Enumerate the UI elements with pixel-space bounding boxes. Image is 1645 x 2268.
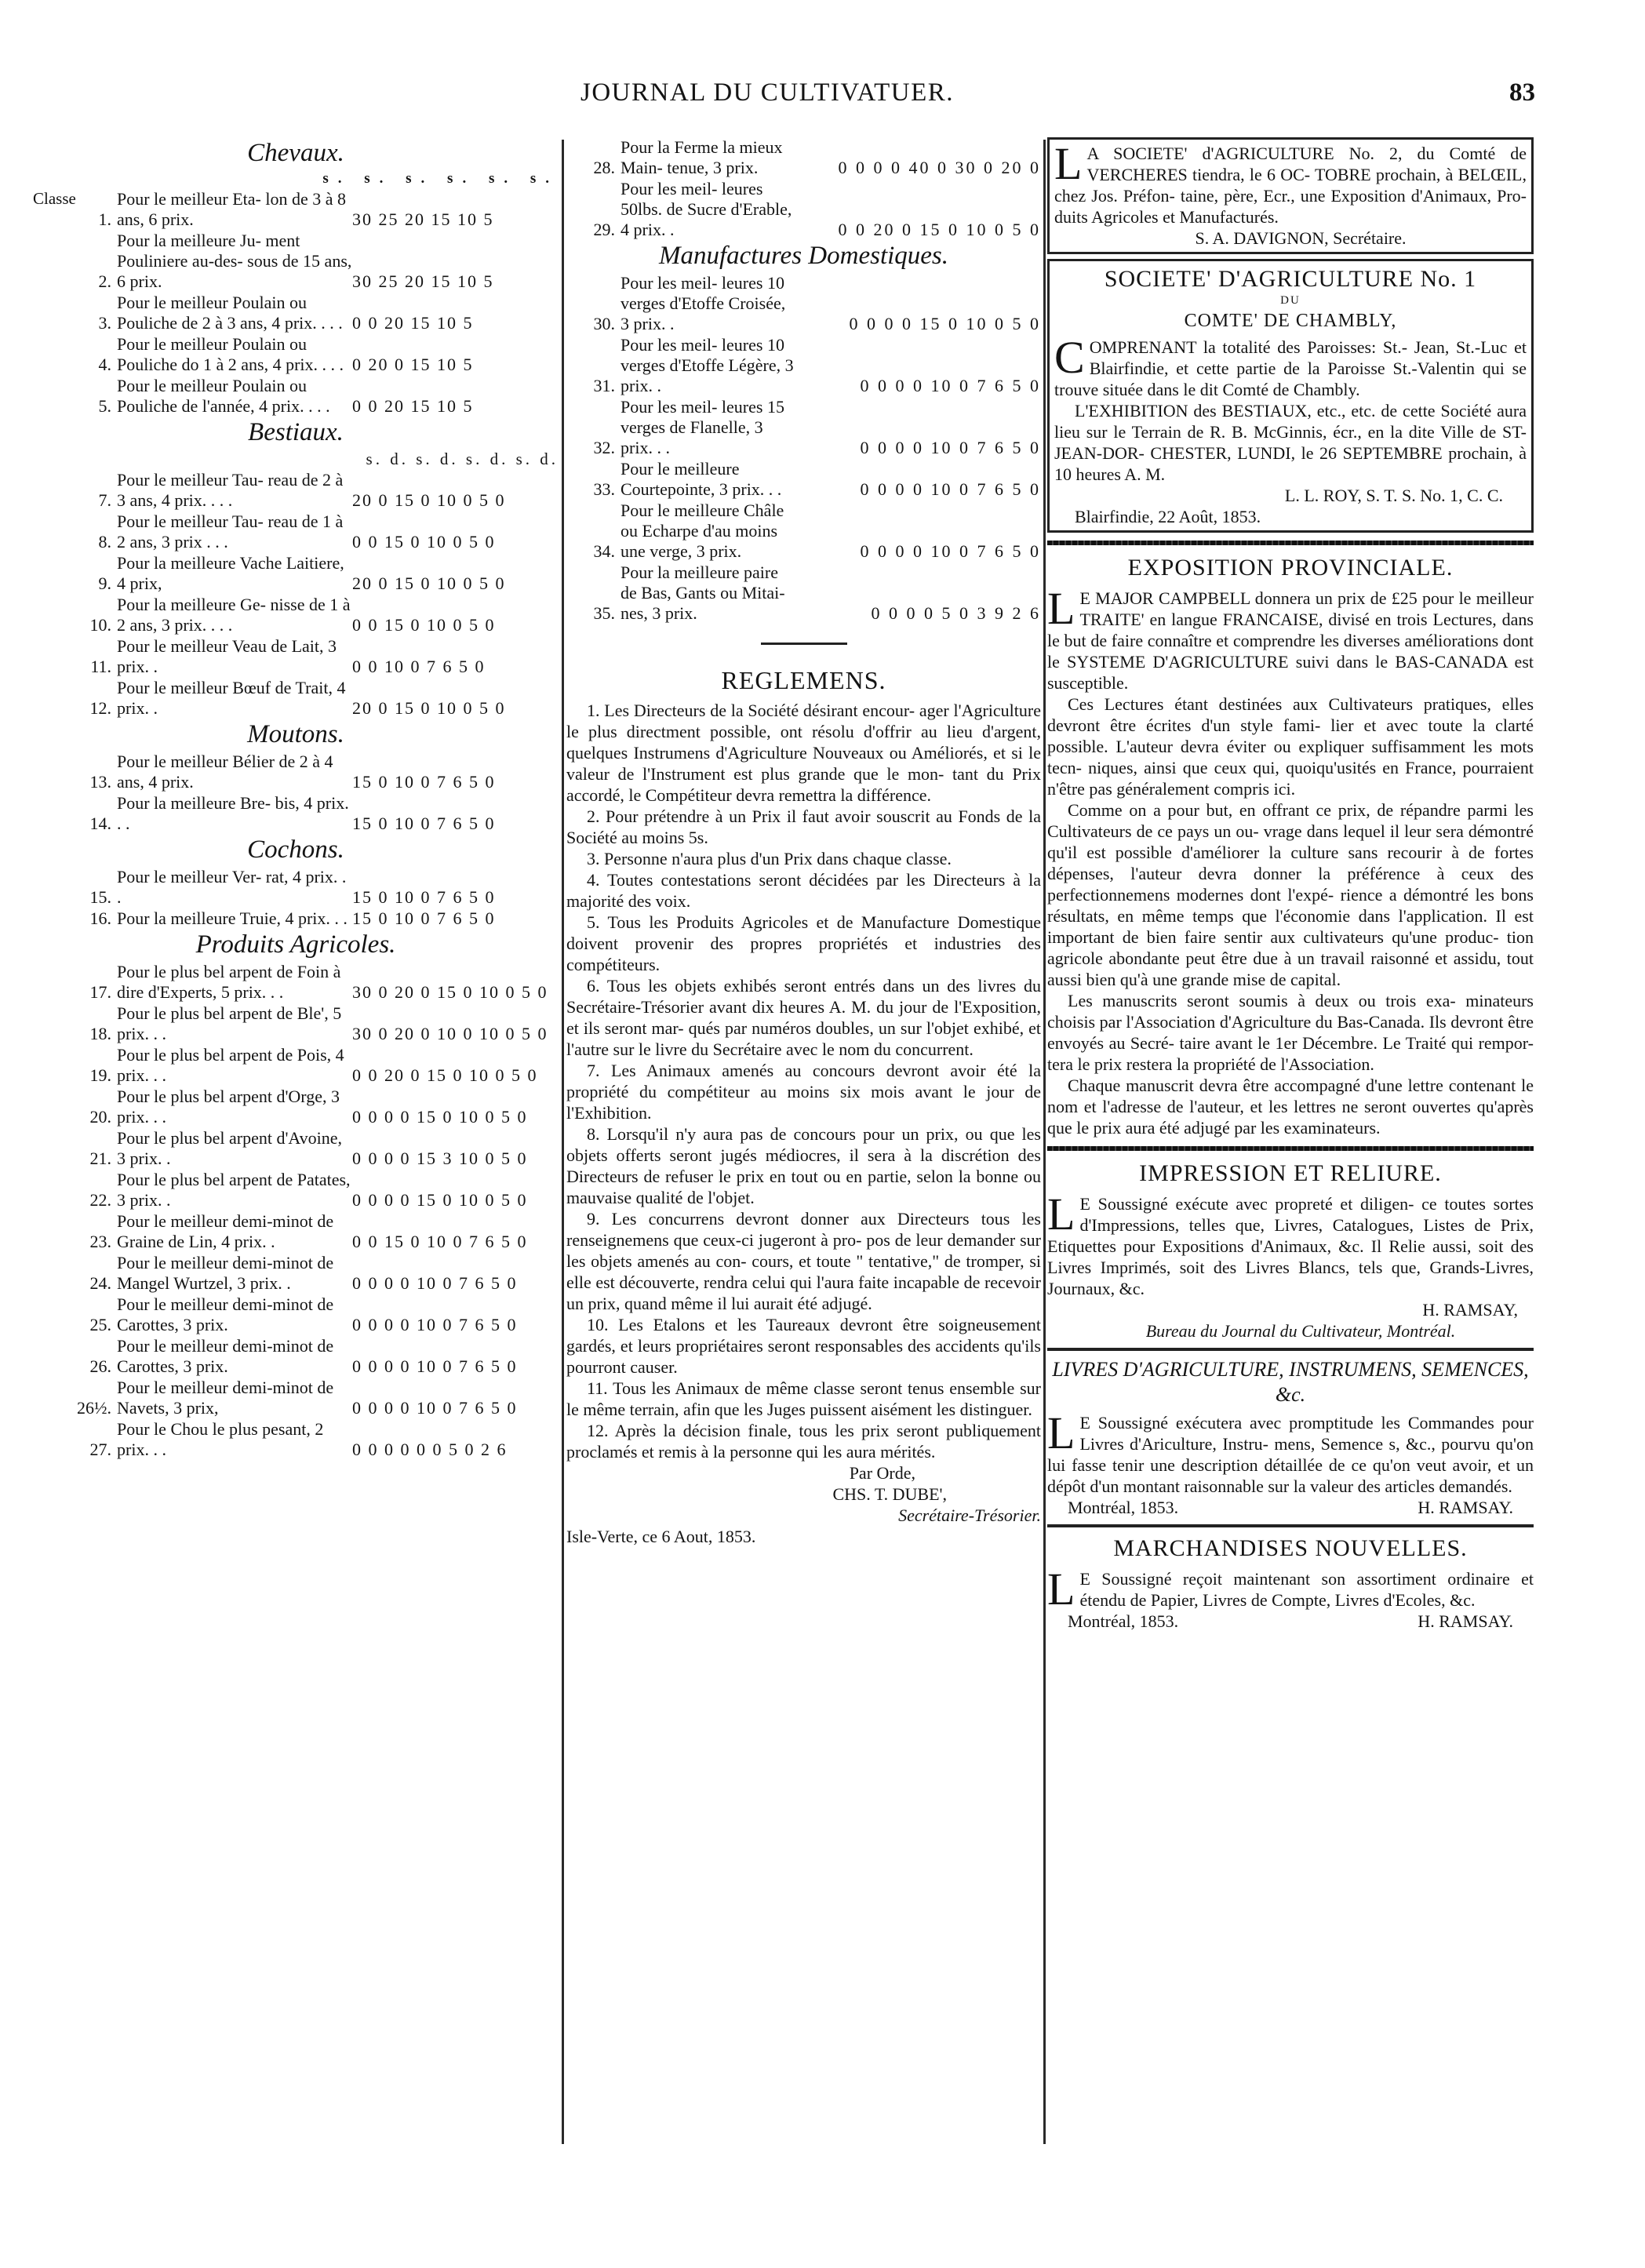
entry-label: Pour le meilleure Courtepointe, 3 prix. . . <box>621 459 782 499</box>
entry-label: Pour le meilleur demi-minot de Mangel Wurtzel, 3 prix. . <box>117 1253 334 1293</box>
entry-number: 21. <box>89 1149 111 1168</box>
entry-values: 0 0 15 0 10 0 7 6 5 0 <box>352 1232 528 1251</box>
impression-title: IMPRESSION ET RELIURE. <box>1139 1160 1442 1186</box>
currency-header: s. d. s. d. s. d. s. d. <box>366 450 559 468</box>
entry-number: 33. <box>593 479 615 499</box>
chevaux-list <box>33 189 559 417</box>
entry-number: 10. <box>89 615 111 635</box>
entry-number: 35. <box>593 603 615 623</box>
paragraph: 11. Tous les Animaux de même classe seront tenus ensemble sur le même terrain, afin que les Juges puissent aisément les distinguer. <box>566 1378 1041 1419</box>
section-title-produits: Produits Agricoles. <box>195 930 396 959</box>
paragraph: Chaque manuscrit devra être accompagné d'une lettre contenant le nom et l'adresse de l'auteur, et les lettres ne seront ouvertes qu'après que le prix aura été adjugé par les examinateurs. <box>1047 1076 1534 1138</box>
entry-label: Pour le plus bel arpent de Foin à dire d'Experts, 5 prix. . . <box>117 962 341 1002</box>
prize-entry <box>33 636 559 677</box>
entry-values: 15 0 10 0 7 6 5 0 <box>352 814 496 833</box>
entry-number: 26½. <box>77 1398 111 1418</box>
reglemens-body <box>566 700 1041 1462</box>
ornamental-rule <box>1047 541 1534 545</box>
entry-list <box>566 137 1041 240</box>
entry-values: 0 0 0 0 10 0 7 6 5 0 <box>352 1273 518 1293</box>
prize-entry <box>566 335 1041 396</box>
prize-entry <box>33 1170 559 1210</box>
prize-entry <box>33 595 559 635</box>
prize-entry <box>33 189 559 230</box>
entry-label: Pour le meilleur Ver- rat, 4 prix. . . <box>117 867 347 907</box>
prize-list-column-1 <box>33 137 559 1461</box>
expo-title: EXPOSITION PROVINCIALE. <box>1127 555 1454 581</box>
prize-entry <box>33 1087 559 1127</box>
prize-entry <box>566 501 1041 562</box>
entry-values: 0 0 0 0 10 0 7 6 5 0 <box>860 438 1041 457</box>
impression-signer: H. RAMSAY, <box>1422 1300 1518 1320</box>
entry-label: Pour le meilleur Tau- reau de 1 à 2 ans, 3 prix . . . <box>117 511 344 552</box>
entry-number: 34. <box>593 541 615 561</box>
entry-values: 20 0 15 0 10 0 5 0 <box>352 490 506 510</box>
ornamental-rule <box>1047 1146 1534 1151</box>
entry-number: 1. <box>98 209 111 229</box>
drop-cap: L <box>1047 1564 1075 1615</box>
prize-entry <box>33 1128 559 1169</box>
impression-bureau: Bureau du Journal du Cultivateur, Montréal. <box>1145 1321 1456 1341</box>
entry-number: 30. <box>593 314 615 333</box>
entry-number: 13. <box>89 772 111 792</box>
marchandises-text: E Soussigné reçoit maintenant son assortiment ordinaire et étendu de Papier, Livres de Compte, Livres d'Ecoles, &c. <box>1079 1569 1534 1610</box>
prize-entry <box>33 962 559 1003</box>
entry-label: Pour le meilleur Tau- reau de 2 à 3 ans, 4 prix. . . . <box>117 470 344 510</box>
entry-values: 0 0 0 0 40 0 30 0 20 0 <box>838 158 1041 177</box>
entry-values: 0 0 20 15 10 5 <box>352 313 474 333</box>
entry-values: 30 0 20 0 15 0 10 0 5 0 <box>352 982 548 1002</box>
currency-header: s. s. s. s. s. s. <box>322 170 559 187</box>
prize-entry <box>33 1378 559 1418</box>
entry-values: 30 0 20 0 10 0 10 0 5 0 <box>352 1024 548 1043</box>
notice-signer: L. L. ROY, S. T. S. No. 1, C. C. <box>1284 486 1503 505</box>
signer-title: Secrétaire-Trésorier. <box>898 1505 1041 1525</box>
entry-values: 0 0 0 0 10 0 7 6 5 0 <box>860 376 1041 395</box>
notice-chambly <box>1047 259 1534 533</box>
paragraph: 5. Tous les Produits Agricoles et de Manufacture Domestique doivent provenir des propres propriétés et industries des compétiteurs. <box>566 912 1041 974</box>
entry-label: Pour le meilleur Poulain ou Pouliche do 1 à 2 ans, 4 prix. . . . <box>117 334 344 374</box>
entry-list <box>33 962 559 1460</box>
paragraph: 6. Tous les objets exhibés seront entrés dans un des livres du Secrétaire-Trésorier avant dix heures A. M. du jour de l'Exposition, et ils seront mar- qués par numéros doubles, un sur l'objet exhibé, et l'autre sur le livre du Secrétaire avec le nom du concurrent. <box>566 976 1041 1059</box>
prize-entry <box>33 793 559 834</box>
prize-entry <box>566 562 1041 624</box>
prize-entry <box>33 376 559 417</box>
entry-values: 0 0 0 0 0 0 5 0 2 6 <box>352 1440 508 1459</box>
paragraph: 4. Toutes contestations seront décidées par les Directeurs à la majorité des voix. <box>566 870 1041 911</box>
entry-label: Pour les meil- leures 10 verges d'Etoffe Croisée, 3 prix. . <box>621 273 786 333</box>
prize-entry <box>33 908 559 929</box>
short-rule <box>761 643 847 645</box>
entry-values: 0 0 20 15 10 5 <box>352 396 474 416</box>
impression-text: E Soussigné exécute avec propreté et diligen- ce toutes sortes d'Impressions, telles que, Livres, Catalogues, Listes de Prix, Etiquettes pour Expositions d'Animaux, &c. Il Relie aussi, soit des Livres Imprimés, soit des Livres Blancs, tels que, Grands-Livres, Journaux, &c. <box>1047 1194 1534 1298</box>
entry-values: 0 20 0 15 10 5 <box>352 355 474 374</box>
entry-number: 9. <box>98 573 111 593</box>
paragraph: 1. Les Directeurs de la Société désirant encour- ager l'Agriculture le plus directment possible, ont résolu d'offrir au lieu d'argent, quelques Instrumens d'Agriculture Nouveaux ou Améliorés, et si le valeur de l'Instrument est plus grande que le mon- tant du Prix accordé, le Compétiteur devra remettra la différence. <box>566 701 1041 805</box>
entry-values: 0 0 10 0 7 6 5 0 <box>352 657 486 676</box>
entry-number: 25. <box>89 1315 111 1334</box>
prize-entry <box>566 273 1041 334</box>
entry-values: 0 0 0 0 10 0 7 6 5 0 <box>352 1315 518 1334</box>
place-date: Isle-Verte, ce 6 Aout, 1853. <box>566 1527 756 1546</box>
marchandises-signature <box>1047 1611 1534 1632</box>
entry-label: Pour la meilleure Ju- ment Pouliniere au-des- sous de 15 ans, 6 prix. <box>117 231 352 291</box>
entry-label: Pour la meilleure paire de Bas, Gants ou Mitai- nes, 3 prix. <box>621 562 785 623</box>
marchandises-place-date: Montréal, 1853. <box>1068 1611 1179 1631</box>
notice-title: SOCIETE' D'AGRICULTURE No. 1 <box>1104 266 1477 292</box>
entry-label: Pour le plus bel arpent de Pois, 4 prix. . . <box>117 1045 344 1085</box>
entry-label: Pour le plus bel arpent d'Orge, 3 prix. . . <box>117 1087 340 1127</box>
entry-values: 0 0 0 0 15 0 10 0 5 0 <box>849 314 1041 333</box>
entry-values: 0 0 0 0 10 0 7 6 5 0 <box>352 1398 518 1418</box>
entry-label: Pour le meilleur demi-minot de Graine de Lin, 4 prix. . <box>117 1211 334 1251</box>
column-2 <box>566 137 1041 1547</box>
entry-number: 17. <box>89 982 111 1002</box>
entry-list <box>33 867 559 929</box>
entry-label: Pour la meilleure Ge- nisse de 1 à 2 ans, 3 prix. . . . <box>117 595 351 635</box>
prize-entry <box>33 1211 559 1252</box>
drop-cap: L <box>1047 1407 1075 1458</box>
entry-label: Pour la Ferme la mieux Main- tenue, 3 prix. <box>621 137 783 177</box>
paragraph: 9. Les concurrens devront donner aux Directeurs tous les renseignemens que ceux-ci jugeront à pro- pos de leur demander sur les objets amenés au con- cours, et toute " tentative," de tromper, si elle est découverte, rendra celui qui l'aura faite incapable de recevoir un prix, quand même il lui aurait été adjugé. <box>566 1209 1041 1313</box>
entry-label: Pour le meilleur demi-minot de Carottes, 3 prix. <box>117 1336 334 1376</box>
entry-number: 23. <box>89 1232 111 1251</box>
entry-label: Pour le plus bel arpent de Ble', 5 prix. . . <box>117 1003 342 1043</box>
entry-values: 20 0 15 0 10 0 5 0 <box>352 698 506 718</box>
entry-number: 20. <box>89 1107 111 1127</box>
entry-number: 12. <box>89 698 111 718</box>
entry-label: Pour le meilleur Poulain ou Pouliche de 2 à 3 ans, 4 prix. . . . <box>117 293 343 333</box>
entry-values: 0 0 0 0 10 0 7 6 5 0 <box>860 479 1041 499</box>
entry-label: Pour les meil- leures 10 verges d'Etoffe Légère, 3 prix. . <box>621 335 794 395</box>
section-title-cochons: Cochons. <box>247 835 344 864</box>
entry-label: Pour le plus bel arpent de Patates, 3 prix. . <box>117 1170 351 1210</box>
entry-number: 2. <box>98 271 111 291</box>
journal-title: JOURNAL DU CULTIVATUER. <box>580 78 955 107</box>
notice-text: A SOCIETE' d'AGRICULTURE No. 2, du Comté de VERCHERES tiendra, le 6 OC- TOBRE prochain, à BELŒIL, chez Jos. Préfon- taine, père, Ecr., une Exposition d'Animaux, Pro- duits Agricoles et Manufacturés. <box>1054 144 1527 227</box>
entry-values: 0 0 0 0 5 0 3 9 2 6 <box>871 603 1041 623</box>
column-rule-1 <box>562 140 564 2144</box>
paragraph: Les manuscrits seront soumis à deux ou trois exa- minateurs choisis par l'Association d'Agriculture du Bas-Canada. Ils devront être envoyés au Secré- taire avant le 1er Décembre. Le Traité qui rempor- tera le prix restera la propriété de l'Association. <box>1047 991 1534 1074</box>
entry-values: 30 25 20 15 10 5 <box>352 271 494 291</box>
signer-name: CHS. T. DUBE', <box>832 1484 947 1504</box>
prize-entry <box>566 459 1041 500</box>
entry-values: 20 0 15 0 10 0 5 0 <box>352 573 506 593</box>
prize-entry <box>33 334 559 375</box>
entry-label: Pour le meilleure Châle ou Echarpe d'au moins une verge, 3 prix. <box>621 501 784 561</box>
entry-number: 15. <box>89 887 111 907</box>
entry-values: 0 0 15 0 10 0 5 0 <box>352 615 496 635</box>
entry-values: 0 0 0 0 15 0 10 0 5 0 <box>352 1190 528 1210</box>
entry-list <box>33 470 559 719</box>
prize-entry <box>33 511 559 552</box>
entry-number: 14. <box>89 814 111 833</box>
entry-label: Pour le meilleur Bélier de 2 à 4 ans, 4 prix. <box>117 752 333 792</box>
marchandises-title: MARCHANDISES NOUVELLES. <box>1113 1535 1468 1561</box>
drop-cap: C <box>1054 332 1085 383</box>
entry-label: Pour le meilleur Bœuf de Trait, 4 prix. . <box>117 678 346 718</box>
livres-signer: H. RAMSAY. <box>1418 1498 1513 1517</box>
notice-verchères <box>1047 137 1534 254</box>
entry-number: 11. <box>90 657 111 676</box>
drop-cap: L <box>1054 138 1083 189</box>
prize-entry <box>33 678 559 719</box>
prize-entry <box>566 137 1041 178</box>
section-title-chevaux: Chevaux. <box>247 139 344 167</box>
entry-values: 0 0 0 0 10 0 7 6 5 0 <box>352 1356 518 1376</box>
entry-values: 0 0 0 0 15 0 10 0 5 0 <box>352 1107 528 1127</box>
entry-values: 15 0 10 0 7 6 5 0 <box>352 772 496 792</box>
entry-number: 24. <box>89 1273 111 1293</box>
notice-text: L'EXHIBITION des BESTIAUX, etc., etc. de cette Société aura lieu sur le Terrain de R. B. McGinnis, écr., en la dite Ville de ST-JEAN-DOR- CHESTER, LUNDI, le 26 SEPTEMBRE prochain, à 10 heures A. M. <box>1054 401 1527 484</box>
prize-entry <box>33 470 559 511</box>
section-title-bestiaux: Bestiaux. <box>248 418 344 446</box>
drop-cap: L <box>1047 583 1075 634</box>
entry-number: 27. <box>89 1440 111 1459</box>
section-title-moutons: Moutons. <box>247 720 344 748</box>
rule <box>1047 1524 1534 1527</box>
livres-text: E Soussigné exécutera avec promptitude les Commandes pour Livres d'Ariculture, Instru- mens, Semence s, &c., pourvu qu'on lui fasse tenir une description détaillée de ce qu'on veut avoir, et un dépôt d'un montant raisonnable sur la valeur des articles demandés. <box>1047 1413 1534 1496</box>
entry-label: Pour la meilleure Vache Laitiere, 4 prix, <box>117 553 344 593</box>
entry-number: 4. <box>98 355 111 374</box>
entry-number: 3. <box>98 313 111 333</box>
paragraph: 3. Personne n'aura plus d'un Prix dans chaque classe. <box>587 849 952 868</box>
entry-label: Pour le meilleur Veau de Lait, 3 prix. . <box>117 636 337 676</box>
paragraph: Ces Lectures étant destinées aux Cultivateurs pratiques, elles devront être écrites d'un style fami- lier et avec toute la clarté possible. L'auteur devra éviter ou expliquer suffisamment les mots tecn- niques, ainsi que ceux qui, quoiqu'usités en France, pourraient n'être pas généralement compris ici. <box>1047 694 1534 799</box>
entry-label: Pour le meilleur demi-minot de Carottes, 3 prix. <box>117 1294 334 1334</box>
entry-values: 0 0 20 0 15 0 10 0 5 0 <box>838 220 1041 239</box>
prize-entry <box>566 397 1041 458</box>
entry-values: 0 0 20 0 15 0 10 0 5 0 <box>352 1065 538 1085</box>
notice-place-date: Blairfindie, 22 Août, 1853. <box>1075 507 1261 526</box>
entry-number: 26. <box>89 1356 111 1376</box>
prize-entry <box>33 1294 559 1335</box>
entry-number: 28. <box>593 158 615 177</box>
entry-list <box>33 752 559 834</box>
rule <box>1047 1348 1534 1351</box>
entry-values: 15 0 10 0 7 6 5 0 <box>352 908 496 928</box>
entry-label: Pour le Chou le plus pesant, 2 prix. . . <box>117 1419 324 1459</box>
column-rule-2 <box>1043 140 1046 2144</box>
page-header <box>0 78 1645 118</box>
prize-entry <box>33 1003 559 1044</box>
section-title-manufactures: Manufactures Domestiques. <box>658 242 949 270</box>
notice-text: OMPRENANT la totalité des Paroisses: St.- Jean, St.-Luc et Blairfindie, et cette partie de la Paroisse St.-Valentin qui se trouve située dans le dit Comté de Chambly. <box>1054 337 1527 399</box>
entry-label: Pour les meil- leures 15 verges de Flanelle, 3 prix. . . <box>621 397 784 457</box>
entry-number: 8. <box>98 532 111 552</box>
entry-label: Pour le meilleur Eta- lon de 3 à 8 ans, 6 prix. <box>117 189 347 229</box>
entry-number: 18. <box>89 1024 111 1043</box>
notice-du: DU <box>1280 294 1301 307</box>
entry-label: Pour le plus bel arpent d'Avoine, 3 prix. . <box>117 1128 343 1168</box>
livres-place-date: Montréal, 1853. <box>1068 1498 1179 1517</box>
livres-title: LIVRES D'AGRICULTURE, INSTRUMENS, SEMENCES, &c. <box>1052 1358 1529 1406</box>
entry-label: Pour les meil- leures 50lbs. de Sucre d'Erable, 4 prix. . <box>621 179 792 239</box>
entry-label: Pour le meilleur demi-minot de Navets, 3 prix, <box>117 1378 334 1418</box>
expo-body <box>1047 583 1534 1138</box>
prize-entry <box>33 1253 559 1294</box>
entry-values: 0 0 0 0 15 3 10 0 5 0 <box>352 1149 528 1168</box>
notice-signer: S. A. DAVIGNON, Secrétaire. <box>1195 228 1407 248</box>
paragraph: 2. Pour prétendre à un Prix il faut avoir souscrit au Fonds de la Société au moins 5s. <box>566 806 1041 847</box>
livres-signature <box>1047 1497 1534 1518</box>
entry-values: 0 0 0 0 10 0 7 6 5 0 <box>860 541 1041 561</box>
entry-number: 7. <box>98 490 111 510</box>
entry-values: 15 0 10 0 7 6 5 0 <box>352 887 496 907</box>
drop-cap: L <box>1047 1189 1075 1240</box>
prize-entry <box>33 1045 559 1086</box>
entry-number: 29. <box>593 220 615 239</box>
notice-comte: COMTE' DE CHAMBLY, <box>1184 311 1397 331</box>
entry-number: 31. <box>593 376 615 395</box>
prize-entry <box>33 293 559 333</box>
prize-entry <box>33 752 559 792</box>
prize-entry <box>33 553 559 594</box>
entry-values: 30 25 20 15 10 5 <box>352 209 494 229</box>
entry-label: Pour la meilleure Bre- bis, 4 prix. . . <box>117 793 349 833</box>
entry-list <box>566 273 1041 624</box>
paragraph: 12. Après la décision finale, tous les prix seront publiquement proclamés et remis à la personne qui les aura mérités. <box>566 1421 1041 1462</box>
reglemens-title: REGLEMENS. <box>721 666 886 694</box>
entry-label: Pour le meilleur Poulain ou Pouliche de l'année, 4 prix. . . . <box>117 376 330 416</box>
prize-entry <box>33 231 559 292</box>
classe-label: Classe <box>33 189 76 208</box>
page-number: 83 <box>1509 78 1535 107</box>
prize-entry <box>33 1419 559 1460</box>
entry-number: 16. <box>89 908 111 928</box>
marchandises-signer: H. RAMSAY. <box>1418 1611 1513 1631</box>
prize-entry <box>566 179 1041 240</box>
entry-values: 0 0 15 0 10 0 5 0 <box>352 532 496 552</box>
paragraph: Comme on a pour but, en offrant ce prix, de répandre parmi les Cultivateurs de ce pays un ou- vrage dans lequel il leur sera démontré qu'il est possible d'améliorer la culture sans recourir à de fortes dépenses, l'auteur devra donner la préférence à ceux des perfectionnemens modernes dont l'expé- rience a démontré les bons résultats, en même temps que l'économie dans l'application. Il est important de bien faire sentir aux cultivateurs qu'une produc- tion agricole abondante peut être due à un travail raisonné et assidu, tout aussi bien qu'à une grande mise de capital. <box>1047 800 1534 989</box>
entry-list <box>33 189 559 417</box>
entry-number: 22. <box>89 1190 111 1210</box>
par-orde: Par Orde, <box>849 1463 915 1483</box>
paragraph: 8. Lorsqu'il n'y aura pas de concours pour un prix, ou que les objets offerts seront jugés médiocres, il sera à la discrétion des Directeurs de refuser le prix en tout ou en partie, selon la bonne ou mauvaise qualité de l'objet. <box>566 1124 1041 1207</box>
paragraph: 7. Les Animaux amenés au concours devront avoir été la propriété du compétiteur au moins six mois avant le jour de l'Exhibition. <box>566 1061 1041 1123</box>
entry-number: 19. <box>89 1065 111 1085</box>
prize-entry <box>33 1336 559 1377</box>
paragraph: 10. Les Etalons et les Taureaux devront être soigneusement gardés, et leurs propriétaires seront responsables des accidents qu'ils pourront causer. <box>566 1315 1041 1377</box>
prize-entry <box>33 867 559 908</box>
paragraph: E MAJOR CAMPBELL donnera un prix de £25 pour le meilleur TRAITE' en langue FRANCAISE, divisé en trois Lectures, dans le but de faire connaître et comprendre les diverses améliorations dont le SYSTEME D'AGRICULTURE suivi dans le BAS-CANADA est susceptible. <box>1047 588 1534 693</box>
column-3 <box>1047 137 1534 1632</box>
entry-number: 5. <box>98 396 111 416</box>
entry-label: Pour la meilleure Truie, 4 prix. . . <box>117 908 348 928</box>
entry-number: 32. <box>593 438 615 457</box>
